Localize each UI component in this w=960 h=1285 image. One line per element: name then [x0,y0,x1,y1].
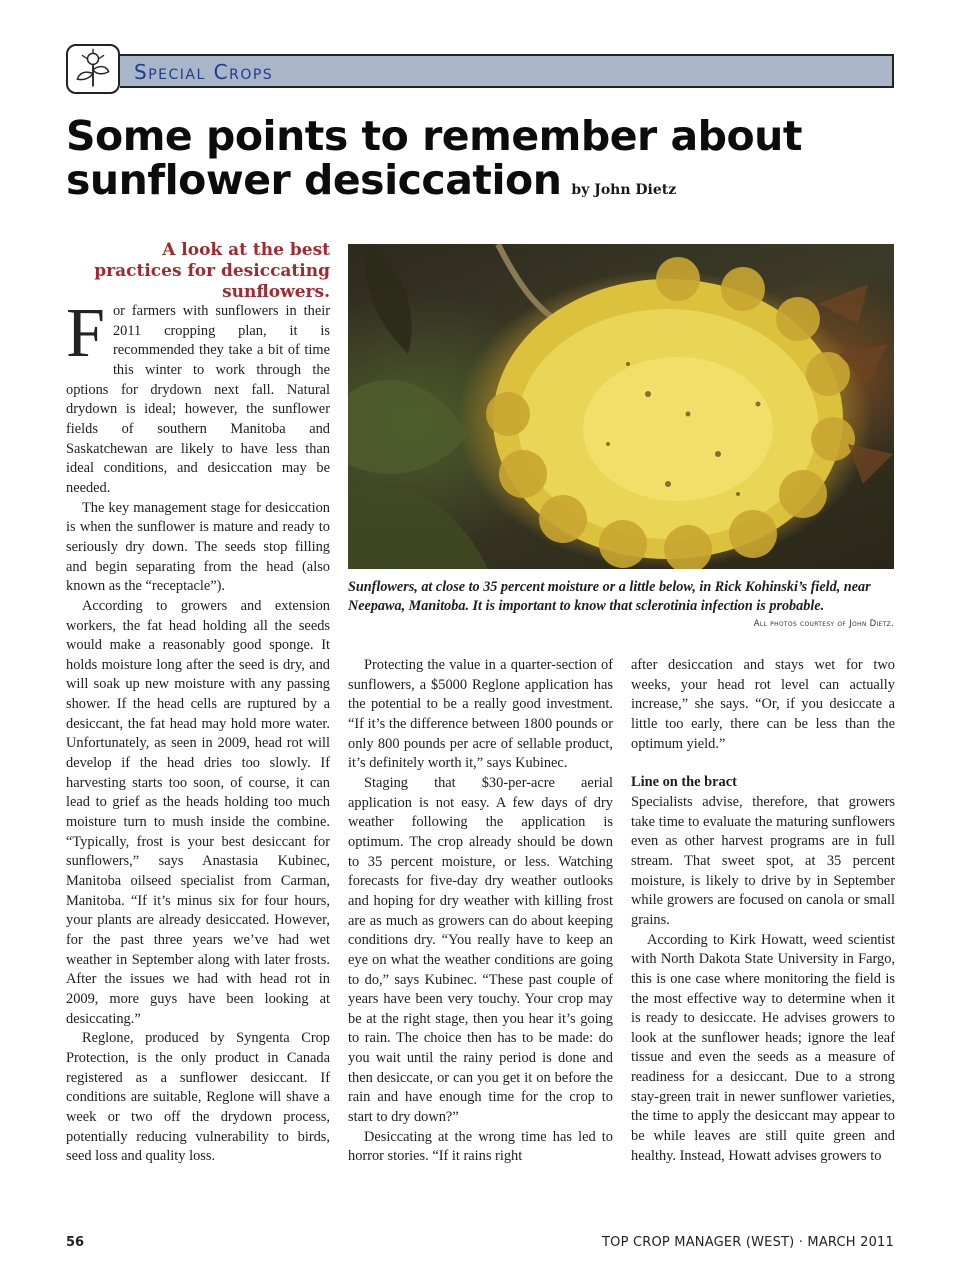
article-title-text: Some points to remember about sunflower desiccation [66,112,802,204]
publication-footer: TOP CROP MANAGER (WEST) · MARCH 2011 [602,1235,894,1250]
paragraph-text: or farmers with sunflowers in their 2011 cropping plan, it is recommended they take a bit of time this winter to work through the options for drydown next fall. Natural drydown is ideal; however, the sunflower fields of southern Manitoba and Saskatchewan are likely to have less than ideal conditions, and desiccation may be needed. [66,303,330,496]
paragraph: Protecting the value in a quarter-section of sunflowers, a $5000 Reglone application has the potential to be a really good investment. “If it’s the difference between 1800 pounds or only 800 pounds per acre of sellable product, it’s definitely worth it,” says Kubinec. [348,657,613,772]
paragraph: According to Kirk Howatt, weed scientist with North Dakota State University in Fargo, this is one case where monitoring the field is the most effective way to determine when it is ready to desiccate. He advises growers to look at the sunflower heads; ignore the leaf tissue and even the seeds as a measure of readiness for a desiccant. Due to a strong stay-green trait in newer sunflower varieties, the time to apply the desiccant may appear to be while leaves are still quite green and healthy. Instead, Howatt advises growers to [631,931,895,1164]
sunflower-photo [348,244,894,569]
page-number: 56 [66,1235,85,1250]
paragraph: after desiccation and stays wet for two weeks, your head rot level can actually increase,” she says. “Or, if you desiccate a little too early, there can be less than the optimum yield.” [631,657,895,752]
section-bar [120,54,894,88]
byline: by John Dietz [571,182,677,198]
paragraph: According to growers and extension workers, the fat head holding all the seeds would make a reasonably good sponge. It holds moisture long after the seed is dry, and will soak up new moisture with any passing shower. If the head cells are ruptured by a desiccant, the fat head may hold more water. Unfortunately, as seen in 2009, head rot will develop if the head dries too slowly. If harvesting starts too soon, of course, it can lead to grief as the heads holding too much moisture turn to mush inside the combine. “Typically, frost is your best desiccant for sunflowers,” says Anastasia Kubinec, Manitoba oilseed specialist from Carman, Manitoba. “If it’s minus six for four hours, your plants are already desiccated. However, for the past three years we’ve had wet weather in September along with later frosts. After the issues we had with head rot in 2009, more guys have been looking at desiccating.” [66,597,330,1027]
paragraph: Reglone, produced by Syngenta Crop Protection, is the only product in Canada registered as a sunflower desiccant. If conditions are suitable, Reglone will shave a week or two off the drydown process, potentially reducing vulnerability to birds, seed loss and quality loss. [66,1030,330,1165]
section-header [66,44,894,106]
body-column-1 [66,295,330,1167]
drop-cap: F [66,295,105,372]
sunflower-plant-icon [66,44,120,94]
photo-caption: Sunflowers, at close to 35 percent moisture or a little below, in Rick Kohinski’s field, near Neepawa, Manitoba. It is important to know that sclerotinia infection is probable. [348,579,871,614]
section-label: Special Crops [134,60,274,84]
article-deck: A look at the best practices for desiccating sunflowers. [94,240,330,302]
paragraph: Staging that $30-per-acre aerial application is not easy. A few days of dry weather following the application is optimum. The crop already should be down to 35 percent moisture, or less. Watching forecasts for five-day dry weather outlooks and hoping for dry weather with killing frost are as much as growers can do about keeping conditions dry. “You really have to keep an eye on what the weather conditions are going to do,” says Kubinec. “These past couple of years have been very touchy. Your crop may be at the right stage, then you hear it’s going to rain. The choice then has to be made: do you wait until the rainy period is done and then desiccate, or can you get it on before the rain and have enough time for the crop to start to dry down?” [348,774,613,1126]
article-title [66,114,866,212]
body-column-3 [631,656,895,1166]
paragraph: Desiccating at the wrong time has led to horror stories. “If it rains right [348,1128,613,1165]
body-column-2 [348,656,613,1167]
photo-credit: All photos courtesy of John Dietz. [753,619,894,629]
paragraph: Specialists advise, therefore, that growers take time to evaluate the maturing sunflowers even as other harvest programs are in full stream. That sweet spot, at 35 percent moisture, is likely to drive by in September while growers are focused on canola or small grains. [631,793,895,928]
paragraph: The key management stage for desiccation is when the sunflower is mature and ready to seriously dry down. The seeds stop filling and begin separating from the head (also known as the “receptacle”). [66,499,330,595]
subhead: Line on the bract [631,774,737,791]
paragraph [66,295,330,499]
